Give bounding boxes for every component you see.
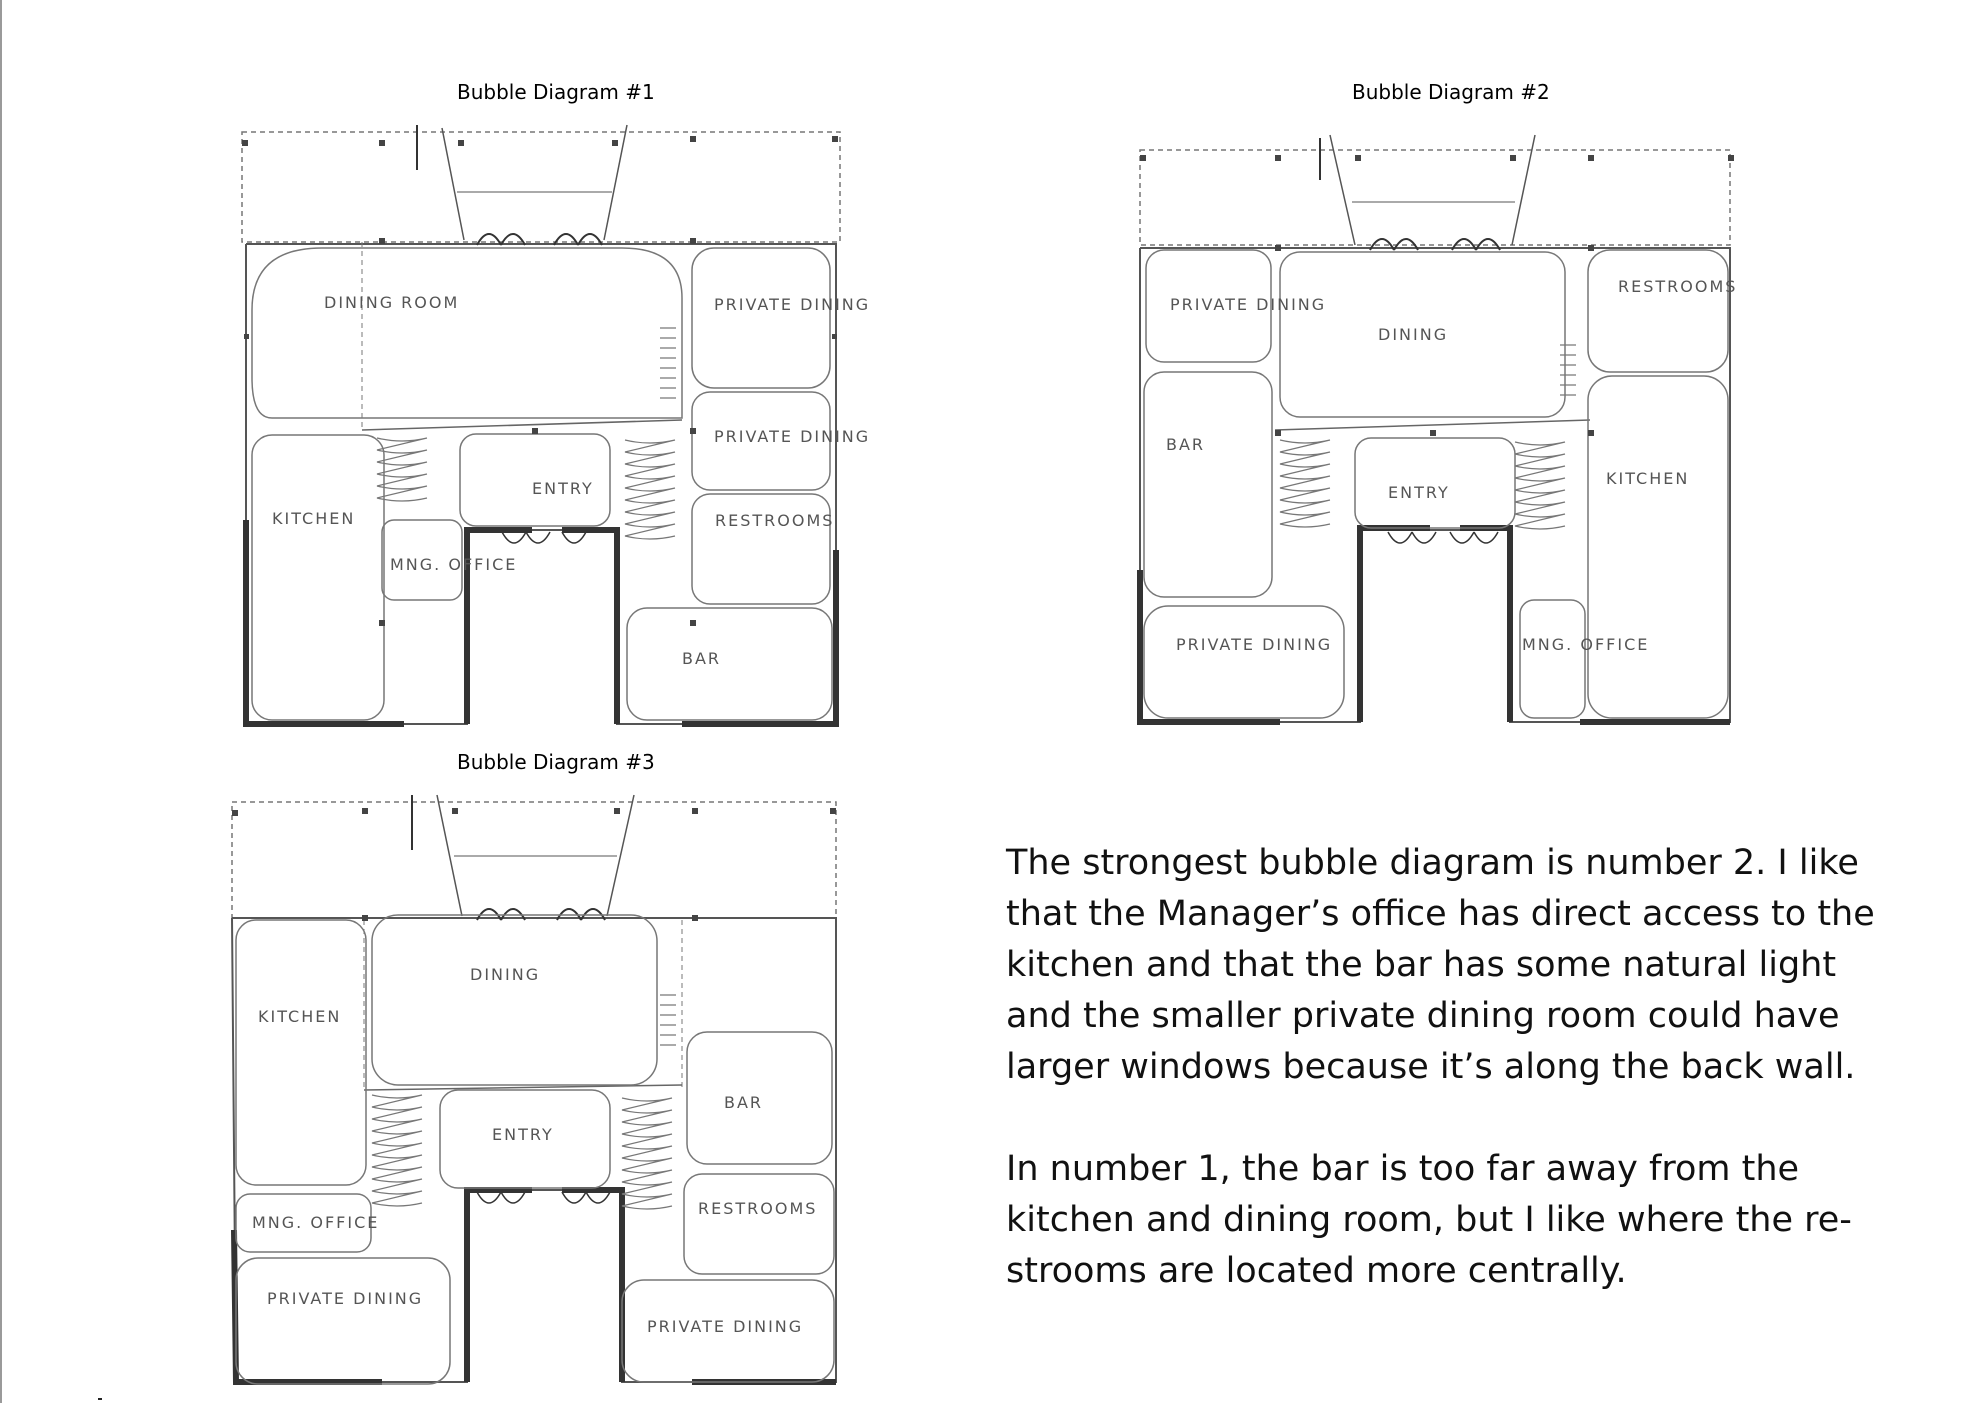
wall-entry-right <box>562 530 617 724</box>
floor-plan-1 <box>232 120 871 736</box>
label-restrooms: RESTROOMS <box>1618 277 1738 296</box>
circulation-left <box>372 1095 422 1206</box>
commentary <box>1006 838 1906 1348</box>
loft-line-h <box>362 420 682 430</box>
bubble-diagram-3 <box>222 790 842 1390</box>
label-kitchen: KITCHEN <box>272 509 356 528</box>
column-markers-1 <box>242 136 838 626</box>
label-entry: ENTRY <box>492 1125 554 1144</box>
loft-line-h <box>1275 420 1590 430</box>
bubble-diagram-1 <box>232 120 871 736</box>
bubble-bar <box>1144 372 1272 597</box>
bubble-private-dining-left <box>236 1258 450 1384</box>
diagram-2-title: Bubble Diagram #2 <box>1352 80 1550 104</box>
bubble-kitchen <box>1588 376 1728 718</box>
column-markers-3 <box>232 808 836 921</box>
wall-se <box>682 550 836 724</box>
label-private-dining-top: PRIVATE DINING <box>714 295 871 314</box>
stairs-2 <box>1560 345 1576 395</box>
porch-outline <box>232 802 836 918</box>
circulation-right <box>625 440 675 539</box>
label-private-dining-right: PRIVATE DINING <box>647 1317 804 1336</box>
bubble-kitchen <box>236 920 366 1185</box>
floor-plan-2 <box>1130 130 1750 736</box>
porch-outline <box>1140 150 1730 245</box>
stairs-1 <box>660 328 676 398</box>
wall-entry-right <box>562 1190 622 1382</box>
label-private-dining-bottom: PRIVATE DINING <box>1176 635 1333 654</box>
bubble-restrooms <box>1588 250 1728 372</box>
bubble-private-dining-bottom <box>1144 606 1344 718</box>
commentary-paragraph-1: The strongest bubble diagram is number 2. I like that the Manager’s office has direct access to the kitchen and that the bar has some natural light and the smaller private dining room could have larger windows because it’s along the back wall. <box>1006 843 1875 1087</box>
label-restrooms: RESTROOMS <box>698 1199 818 1218</box>
label-entry: ENTRY <box>532 479 594 498</box>
circulation-right <box>1515 442 1565 529</box>
ramp-line-right <box>1512 135 1535 245</box>
wall-entry-left <box>1360 528 1430 722</box>
bubble-kitchen <box>252 435 384 720</box>
label-dining: DINING ROOM <box>324 293 460 312</box>
label-bar: BAR <box>724 1093 764 1112</box>
label-office: MNG. OFFICE <box>390 555 518 574</box>
label-entry: ENTRY <box>1388 483 1450 502</box>
bubble-bar <box>627 608 832 720</box>
label-office: MNG. OFFICE <box>1522 635 1650 654</box>
entry-doors <box>1388 532 1498 543</box>
label-private-dining-mid: PRIVATE DINING <box>714 427 871 446</box>
bubble-dining <box>252 248 682 418</box>
corner-mark <box>98 1398 102 1400</box>
bubble-restrooms <box>684 1174 834 1274</box>
floor-plan-3 <box>222 790 842 1390</box>
entry-doors <box>502 532 586 543</box>
stairs-3 <box>660 995 676 1045</box>
diagram-1-title: Bubble Diagram #1 <box>457 80 655 104</box>
entry-doors <box>477 1192 610 1203</box>
bubble-dining <box>372 915 657 1085</box>
label-kitchen: KITCHEN <box>1606 469 1690 488</box>
label-private-dining-left: PRIVATE DINING <box>267 1289 424 1308</box>
circulation-left <box>1280 440 1330 527</box>
bubble-office <box>1520 600 1585 718</box>
label-dining: DINING <box>1378 325 1449 344</box>
label-dining: DINING <box>470 965 541 984</box>
diagram-3-title: Bubble Diagram #3 <box>457 750 655 774</box>
label-restrooms: RESTROOMS <box>715 511 835 530</box>
building-outline <box>232 918 836 1382</box>
wall-entry-left <box>467 1190 532 1382</box>
label-private-dining-top: PRIVATE DINING <box>1170 295 1327 314</box>
wall-entry-right <box>1460 528 1510 722</box>
commentary-paragraph-2: In number 1, the bar is too far away from the kitchen and dining room, but I like where the re-strooms are located more centrally. <box>1006 1149 1852 1291</box>
porch-outline <box>242 132 840 242</box>
label-bar: BAR <box>1166 435 1206 454</box>
label-office: MNG. OFFICE <box>252 1213 380 1232</box>
bubble-diagram-2 <box>1130 130 1750 736</box>
label-bar: BAR <box>682 649 722 668</box>
circulation-right <box>622 1098 672 1209</box>
label-kitchen: KITCHEN <box>258 1007 342 1026</box>
bubble-private-dining-top <box>692 248 830 388</box>
ramp-line-left <box>1330 135 1355 245</box>
